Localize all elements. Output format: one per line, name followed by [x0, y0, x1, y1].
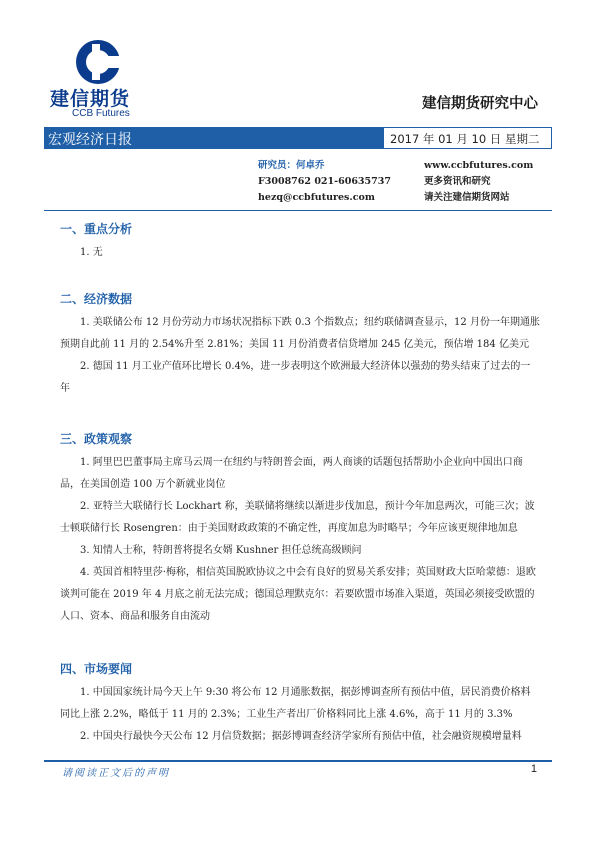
date-box — [384, 127, 552, 149]
list-item: 2. 亚特兰大联储行长 Lockhart 称，美联储将继续以渐进步伐加息，预计今年加息两次，可能三次；波士顿联储行长 Rosengren：由于美国财政政策的不确定性，再度加息为时略早；今年应该更规律地加息 — [60, 501, 535, 534]
section-heading-policy: 三、政策观察 — [60, 432, 133, 446]
list-item: 1. 阿里巴巴董事局主席马云周一在纽约与特朗普会面，两人商谈的话题包括帮助小企业向中国出口商品，在美国创造 100 万个新就业岗位 — [60, 457, 523, 490]
research-center-name: 建信期货研究中心 — [422, 96, 538, 112]
footer-divider — [44, 760, 552, 762]
section-heading-market-news: 四、市场要闻 — [60, 662, 133, 676]
report-date: 2017 年 01 月 10 日 星期二 — [390, 132, 540, 146]
header-divider — [44, 210, 552, 211]
list-item: 2. 中国央行最快今天公布 12 月信贷数据；据彭博调查经济学家所有预估中值，社会融资规模增量料 — [80, 731, 522, 742]
researcher-contact — [258, 158, 391, 206]
ccb-logo-icon — [70, 38, 126, 86]
section-heading-economic-data: 二、经济数据 — [60, 292, 133, 306]
more-info-text: 更多资讯和研究 — [424, 176, 491, 187]
ccb-futures-logo — [50, 38, 160, 118]
researcher-email[interactable]: hezq@ccbfutures.com — [258, 192, 375, 203]
page-number: 1 — [530, 763, 537, 775]
section-body-policy — [60, 452, 540, 628]
report-title-bar — [44, 127, 552, 149]
list-item: 4. 英国首相特里莎·梅称，相信英国脱欧协议之中会有良好的贸易关系安排；英国财政大臣哈蒙德：退欧谈判可能在 2019 年 4 月底之前无法完成；德国总理默克尔：若要欧盟市场准入渠道，英国必须接受欧盟的人口、资本、商品和服务自由流动 — [60, 567, 536, 622]
list-item: 1. 无 — [80, 247, 103, 258]
list-item: 3. 知情人士称，特朗普将提名女婿 Kushner 担任总统高级顾问 — [80, 545, 362, 556]
section-body-market-news — [60, 682, 540, 758]
researcher-phone: F3008762 021-60635737 — [258, 176, 391, 187]
website-link[interactable]: www.ccbfutures.com — [424, 160, 534, 171]
follow-text: 请关注建信期货网站 — [424, 192, 510, 203]
researcher-name: 研究员：何卓乔 — [258, 160, 325, 171]
section-body-key-analysis — [60, 242, 540, 264]
list-item: 1. 美联储公布 12 月份劳动力市场状况指标下跌 0.3 个指数点；纽约联储调查显示，12 月份一年期通胀预期自此前 11 月的 2.54%升至 2.81%；美国 11 月份消费者信贷增加 245 亿美元，预估增 184 亿美元 — [60, 317, 540, 350]
section-body-economic-data — [60, 312, 540, 400]
list-item: 1. 中国国家统计局今天上午 9:30 将公布 12 月通胀数据，据彭博调查所有预估中值，居民消费价格料同比上涨 2.2%，略低于 11 月的 2.3%；工业生产者出厂价格料同比上涨 4.6%，高于 11 月的 3.3% — [60, 687, 531, 720]
logo-chinese-name: 建信期货 — [50, 88, 131, 110]
disclaimer-note: 请阅读正文后的声明 — [62, 768, 170, 779]
list-item: 2. 德国 11 月工业产值环比增长 0.4%，进一步表明这个欧洲最大经济体以强劲的势头结束了过去的一年 — [60, 361, 531, 394]
report-title: 宏观经济日报 — [48, 132, 132, 148]
section-heading-key-analysis: 一、重点分析 — [60, 222, 133, 236]
logo-english-name: CCB Futures — [72, 108, 130, 119]
website-contact — [424, 158, 533, 206]
